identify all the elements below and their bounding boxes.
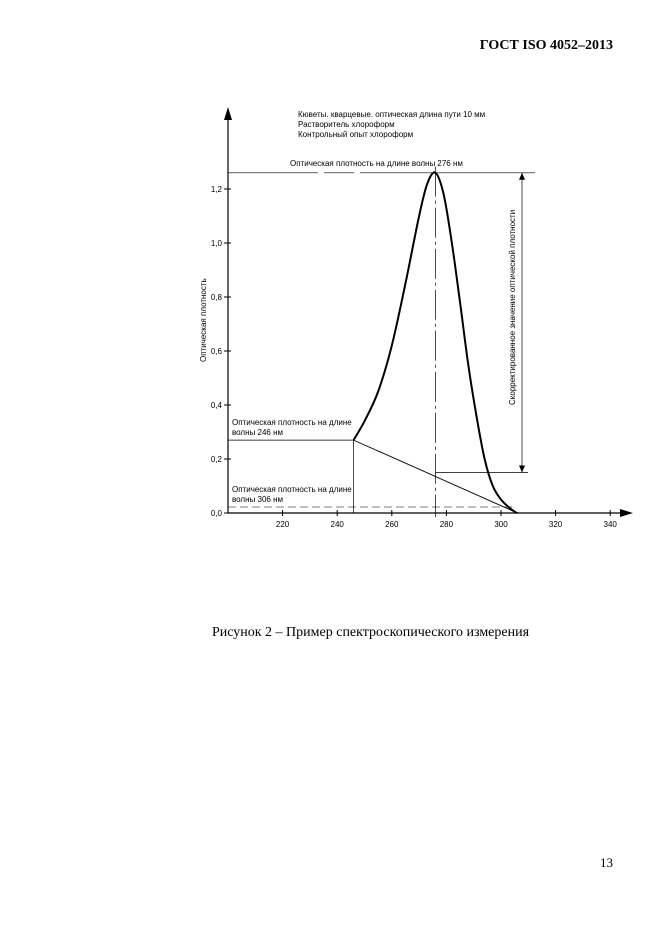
annotation-lines bbox=[228, 167, 535, 517]
y-tick-label: 0,4 bbox=[210, 401, 222, 410]
x-tick-label: 260 bbox=[385, 520, 399, 529]
label-246-line2: волны 246 нм bbox=[232, 428, 283, 437]
axes bbox=[211, 107, 633, 529]
note-solvent: Растворитель хлороформ bbox=[298, 120, 395, 129]
x-axis-arrow bbox=[620, 509, 633, 517]
label-306-line1: Оптическая плотность на длине bbox=[232, 485, 352, 494]
page-number: 13 bbox=[600, 855, 613, 870]
document-code: ГОСТ ISO 4052–2013 bbox=[479, 38, 613, 53]
y-tick-label: 0,0 bbox=[210, 509, 222, 518]
x-tick-label: 280 bbox=[439, 520, 454, 529]
dimension-arrow-top bbox=[519, 173, 525, 180]
dimension-arrow-bottom bbox=[519, 466, 525, 473]
x-tick-label: 340 bbox=[603, 520, 617, 529]
x-tick-label: 220 bbox=[275, 520, 290, 529]
peak-label: Оптическая плотность на длине волны 276 нм bbox=[290, 159, 463, 168]
y-axis-arrow bbox=[224, 107, 232, 120]
y-tick-label: 0,8 bbox=[210, 293, 222, 302]
corrected-label: Скорректированное значение оптической плотности bbox=[508, 209, 517, 405]
note-cuvette: Кюветы. кварцевые. оптическая длина пути 10 мм bbox=[298, 110, 486, 119]
y-tick-label: 0,6 bbox=[210, 347, 222, 356]
y-axis-label: Оптическая плотность bbox=[199, 278, 208, 362]
y-tick-label: 1,2 bbox=[210, 185, 222, 194]
x-tick-label: 300 bbox=[494, 520, 508, 529]
y-tick-label: 1,0 bbox=[210, 239, 222, 248]
label-306-line2: волны 306 нм bbox=[232, 495, 283, 504]
note-blank: Контрольный опыт хлороформ bbox=[298, 130, 414, 139]
figure-caption: Рисунок 2 – Пример спектроскопического измерения bbox=[211, 625, 530, 640]
label-246-line1: Оптическая плотность на длине bbox=[232, 418, 352, 427]
y-tick-label: 0,2 bbox=[210, 455, 222, 464]
x-tick-label: 240 bbox=[330, 520, 344, 529]
x-tick-label: 320 bbox=[548, 520, 563, 529]
